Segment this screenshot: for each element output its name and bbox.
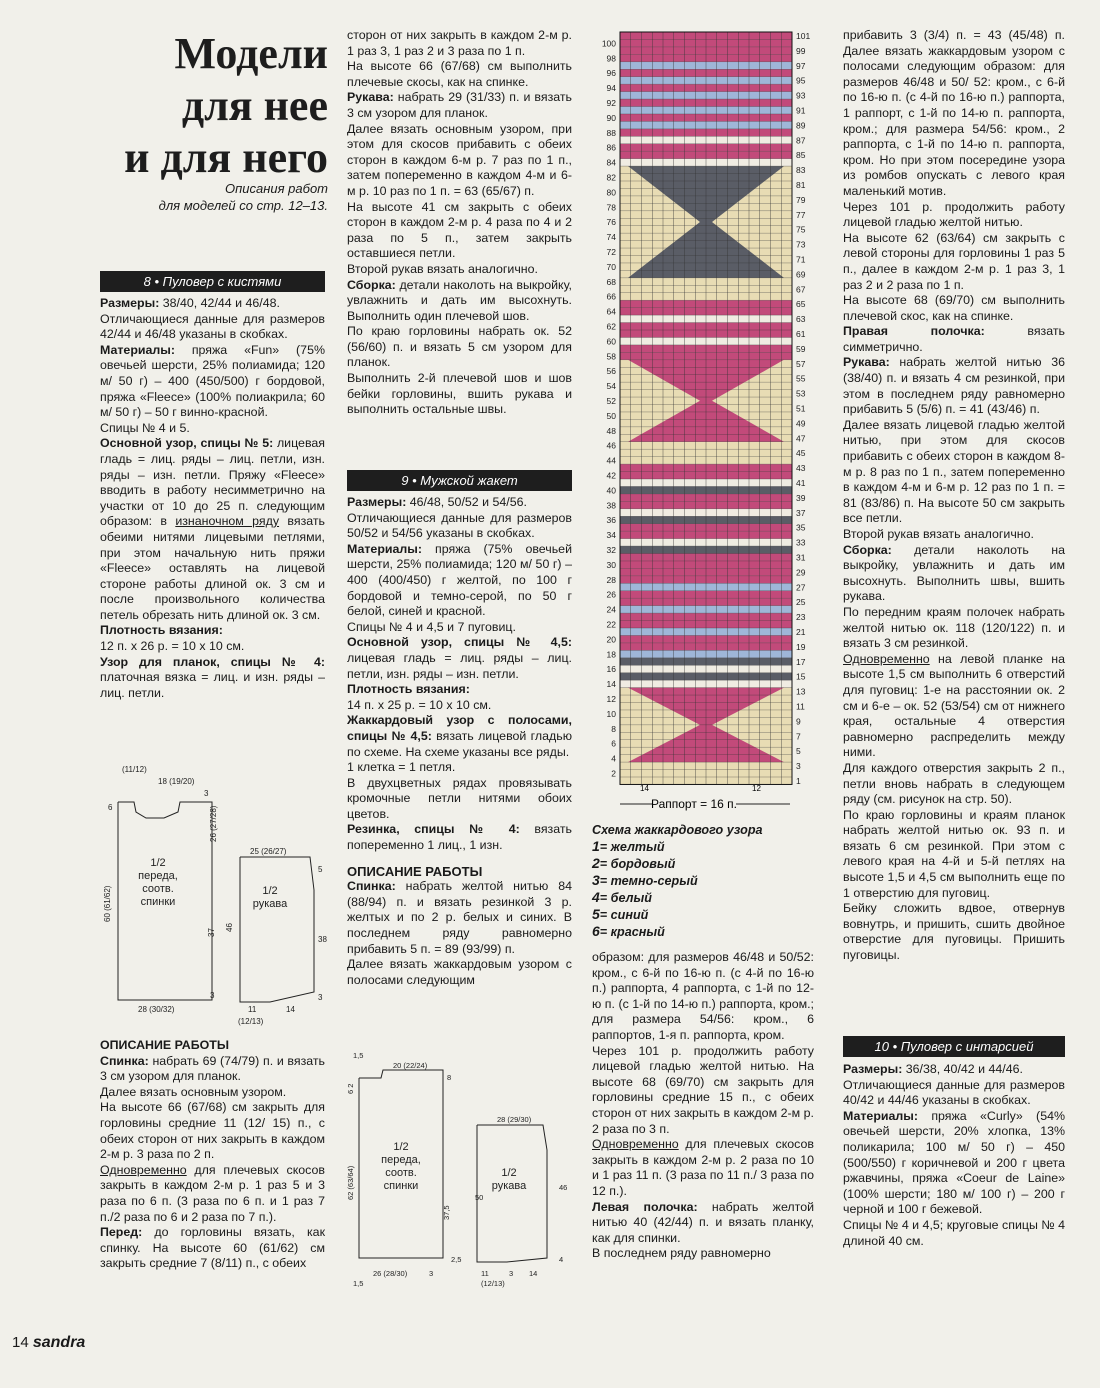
d2-s50: 50: [475, 1193, 484, 1202]
chart-left-row-label: 40: [606, 485, 616, 496]
chart-left-row-label: 60: [606, 336, 616, 347]
chart-left-row-label: 64: [606, 306, 616, 317]
d2-d8: 8: [447, 1073, 452, 1082]
page-number: 14: [12, 1334, 29, 1351]
chart-left-row-label: 92: [606, 98, 616, 108]
chart-right-row-label: 11: [796, 701, 805, 712]
chart-right-row-label: 71: [796, 254, 806, 265]
d1-sleeve-label-2: рукава: [252, 898, 288, 910]
section-9-header: 9 • Мужской жакет: [347, 470, 572, 491]
chart-right-row-label: 97: [796, 60, 806, 71]
chart-left-row-label: 82: [606, 172, 616, 183]
chart-right-row-label: 85: [796, 150, 806, 161]
chart-left-row-label: 88: [606, 127, 616, 138]
chart-right-row-label: 75: [796, 224, 806, 235]
chart-left-row-label: 58: [606, 351, 616, 362]
chart-right-row-label: 45: [796, 448, 806, 459]
section-10-header: 10 • Пуловер с интарсией: [843, 1036, 1065, 1057]
legend-title: Схема жаккардового узора: [592, 823, 763, 837]
chart-right-row-label: 29: [796, 567, 806, 578]
d2-d375: 37,5: [442, 1205, 451, 1220]
chart-legend: [592, 822, 832, 940]
chart-right-row-label: 37: [796, 507, 806, 518]
column-3-text: образом: для размеров 46/48 и 50/52: кром., с 6-й по 16-ю п. (с 4-й по 16-ю п.) раппорта, 4 раппорта, с 1-й по 12-ю п. (с 1-й по 14-ю п.) раппорта, кром.; для размера 54/56: кром., 6 раппортов, 1-я п. раппорта, кром. Через 101 р. продолжить работу лицевой гладью желтой нитью. На высоте 68 (69/70) см закрыть для горловины средние 15 п., с обеих сторон от них закрыть в каждом 2-м р. 2 раза по 3 п. Одновременно для плечевых скосов закрыть в каждом 2-м р. 2 раза по 10 и 1 раз 11 п. (3 раза по 11 п./ 3 раза по 12 п.). Левая полочка: набрать желтой нитью 40 (42/44) п. и вязать планку, как для спинки. В последнем ряду равномерно: [592, 950, 815, 1261]
chart-bottom-12: 12: [752, 784, 761, 793]
d2-d15b: 1,5: [353, 1279, 364, 1288]
chart-right-row-label: 3: [796, 761, 801, 772]
chart-right-row-label: 1: [796, 775, 801, 786]
chart-right-row-label: 51: [796, 403, 806, 414]
chart-left-row-label: 6: [611, 738, 616, 749]
chart-left-row-label: 12: [606, 694, 616, 704]
column-2-text: сторон от них закрыть в каждом 2-м р. 1 раз 3, 1 раз 2 и 3 раза по 1 п. На высоте 66 (67/68) см выполнить плечевые скосы, как на спинке. Рукава: набрать 29 (31/33) п. и вязать 3 см узором для планок. Далее вязать основным узором, при этом для скосов прибавить с обеих сторон в каждом 6-м р. 7 раз по 1 п., затем попеременно в каждом 4-м и 6-м р. 10 раз по 1 п. = 63 (65/67) п. На высоте 41 см закрыть с обеих сторон в каждом 2-м р. 4 раза по 4 и 2 раза по 5 п., затем закрыть оставшиеся петли. Второй рукав вязать аналогично. Сборка: детали наколоть на выкройку, увлажнить и дать им высохнуть. Выполнить один плечевой шов. По краю горловины набрать ок. 52 (56/60) п. и вязать 5 см узором для планок. Выполнить 2-й плечевой шов и шов бейки горловины, вшить рукава и выполнить остальные швы.: [347, 28, 572, 417]
d2-sleeve-label-1: 1/2: [501, 1167, 517, 1179]
d2-s11: 11: [481, 1269, 489, 1278]
chart-left-row-label: 18: [606, 649, 616, 660]
chart-right-row-label: 5: [796, 746, 801, 757]
chart-left-row-label: 66: [606, 291, 616, 302]
chart-right-row-label: 81: [796, 179, 806, 190]
section-8-text: Размеры: 38/40, 42/44 и 46/48. Отличающиеся данные для размеров 42/44 и 46/48 указаны в скобках. Материалы: пряжа «Fun» (75% овечьей шерсти, 25% полиамида; 120 м/ 50 г) – 400 (450/500) г бордовой, пряжа «Fleece» (100% полиакрила; 60 м/ 50 г) – 50 г винно-красной. Спицы № 4 и 5. Основной узор, спицы № 5: лицевая гладь = лиц. ряды – лиц. петли, изн. ряды – изн. петли. Пряжу «Fleece» вводить в работу несимметрично на участки от 10 до 25 п. следующим образом: в изнаночном ряду вязать обеими нитями лицевыми петлями, при этом начальную нить пряжи «Fleece» оставлять на лицевой стороне работы длиной ок. 3 см и после произвольного количества петель обрезать нить длиной ок. 3 см. Плотность вязания: 12 п. х 26 р. = 10 х 10 см. Узор для планок, спицы № 4: платочная вязка = лиц. и изн. ряды – лиц. петли.: [100, 296, 325, 700]
chart-right-row-label: 7: [796, 731, 801, 742]
chart-right-row-label: 19: [796, 641, 806, 652]
jacket-pattern-diagram: [347, 1050, 577, 1290]
jacquard-chart: [590, 28, 825, 818]
d2-sleeve-top: 28 (29/30): [497, 1115, 532, 1124]
d1-d3a: 3: [204, 789, 209, 798]
chart-left-row-label: 68: [606, 276, 616, 287]
section-10-text: Размеры: 36/38, 40/42 и 44/46. Отличающиеся данные для размеров 40/42 и 44/46 указаны в скобках. Материалы: пряжа «Curly» (54% овечьей шерсти, 20% хлопка, 13% поликарила; 100 м/ 50 г) – 450 (500/550) г коричневой и 200 г цвета ржавчины, пряжа «Coeur de Laine» (100% шерсти; 180 м/ 100 г) – 200 г черной и 100 г бежевой. Спицы № 4 и 4,5; круговые спицы № 4 длиной 40 см.: [843, 1062, 1065, 1248]
chart-left-row-label: 86: [606, 142, 616, 153]
d1-d3b: 3: [210, 991, 215, 1000]
chart-left-row-label: 24: [606, 604, 616, 615]
chart-left-row-label: 36: [606, 515, 616, 526]
d1-sleeve-top: 25 (26/27): [250, 847, 287, 856]
chart-right-row-label: 65: [796, 299, 806, 310]
chart-right-row-label: 83: [796, 165, 806, 176]
chart-right-row-label: 23: [796, 612, 806, 623]
chart-left-row-label: 46: [606, 440, 616, 451]
chart-left-row-label: 80: [606, 187, 616, 198]
d1-s11: 11: [248, 1005, 257, 1014]
page-subtitle: [100, 180, 328, 214]
title-line-3: и для него: [124, 133, 328, 182]
d1-label-3: соотв.: [142, 883, 174, 895]
d1-s3: 3: [318, 993, 323, 1002]
d1-bottom: 28 (30/32): [138, 1005, 175, 1014]
section-9-text: Размеры: 46/48, 50/52 и 54/56. Отличающиеся данные для размеров 50/52 и 54/56 указаны в скобках. Материалы: пряжа (75% овечьей шерсти, 25% полиамида; 120 м/ 50 г) – 400 (400/450) г желтой, по 100 г бордовой и темно-серой, по 50 г белой, синей и красной. Спицы № 4 и 4,5 и 7 пуговиц. Основной узор, спицы № 4,5: лицевая гладь = лиц. ряды – лиц. петли, изн. ряды – изн. петли. Плотность вязания: 14 п. х 25 р. = 10 х 10 см. Жаккардовый узор с полосами, спицы № 4,5: вязать лицевой гладью по схеме. На схеме указаны все ряды. 1 клетка = 1 петля. В двухцветных рядах провязывать кромочные петли нитями обоих цветов. Резинка, спицы № 4: вязать попеременно 1 лиц., 1 изн. ОПИСАНИЕ РАБОТЫ Спинка: набрать желтой нитью 84 (88/94) п. и вязать резинкой 3 р. желтых и по 2 р. белых и синих. В последнем ряду равномерно прибавить 5 п. = 89 (93/99) п. Далее вязать жаккардовым узором с полосами следующим: [347, 495, 572, 987]
chart-right-row-label: 69: [796, 269, 806, 280]
d1-label-4: спинки: [140, 896, 176, 908]
d1-sleeve-label-1: 1/2: [262, 885, 278, 897]
page-title: [100, 28, 328, 184]
d1-d37: 37: [207, 928, 216, 937]
d2-d25: 2,5: [451, 1255, 462, 1264]
d2-top: 20 (22/24): [393, 1061, 428, 1070]
pullover-pattern-diagram: [100, 762, 335, 1032]
d2-sleeve-label-2: рукава: [491, 1180, 527, 1192]
chart-left-row-label: 72: [606, 247, 616, 257]
section-8-description: ОПИСАНИЕ РАБОТЫ Спинка: набрать 69 (74/79) п. и вязать 3 см узором для планок. Далее вязать основным узором. На высоте 66 (67/68) см закрыть для горловины средние 11 (12/ 15) п., с обеих сторон от них закрыть в каждом 2-м р. 3 раза по 2 п. Одновременно для плечевых скосов закрыть в каждом 2-м р. 1 раз 5 и 3 раза по 6 п. (3 раза по 6 п. и 1 раз 7 п./2 раза по 6 и 2 раза по 7 п.). Перед: до горловины вязать, как спинку. На высоте 60 (61/62) см закрыть средние 7 (8/11) п., с обеих: [100, 1038, 325, 1271]
chart-right-row-label: 79: [796, 194, 806, 205]
subtitle-line-1: Описания работ: [225, 181, 328, 196]
d2-d6264: 62 (63/64): [346, 1165, 355, 1200]
d2-s3: 3: [509, 1269, 514, 1278]
chart-right-row-label: 95: [796, 75, 806, 86]
chart-bottom-14: 14: [640, 784, 649, 793]
chart-left-row-label: 50: [606, 410, 616, 421]
chart-right-row-label: 63: [796, 314, 806, 325]
legend-item-6: 6= красный: [592, 923, 665, 939]
chart-left-row-label: 96: [606, 68, 616, 79]
chart-right-row-label: 41: [796, 477, 806, 488]
chart-left-row-label: 38: [606, 500, 616, 511]
d2-label-3: соотв.: [385, 1167, 417, 1179]
chart-left-row-label: 62: [606, 321, 616, 332]
d2-d62: 6 2: [346, 1083, 355, 1094]
d1-d6: 6: [108, 803, 113, 812]
d2-bottom: 26 (28/30): [373, 1269, 408, 1278]
chart-left-row-label: 100: [601, 38, 616, 49]
chart-right-row-label: 77: [796, 209, 806, 220]
chart-left-row-label: 22: [606, 619, 616, 630]
page-footer: [12, 1334, 85, 1352]
chart-left-row-label: 56: [606, 366, 616, 377]
chart-right-row-label: 25: [796, 597, 806, 608]
chart-right-row-label: 27: [796, 582, 806, 593]
d2-s1213: (12/13): [481, 1279, 505, 1288]
d1-s14: 14: [286, 1005, 295, 1014]
d1-label-1: 1/2: [150, 857, 166, 869]
d1-neck: 18 (19/20): [158, 777, 195, 786]
legend-item-3: 3= темно-серый: [592, 872, 698, 888]
chart-grid: [620, 32, 792, 784]
chart-right-row-label: 31: [796, 552, 806, 563]
rapport-label: Раппорт = 16 п.: [650, 797, 738, 811]
d2-s46: 46: [559, 1183, 568, 1192]
chart-left-row-label: 84: [606, 157, 616, 168]
chart-right-row-label: 99: [796, 45, 806, 56]
chart-right-row-label: 67: [796, 284, 806, 295]
chart-right-row-label: 93: [796, 90, 806, 101]
chart-left-row-label: 34: [606, 530, 616, 541]
chart-right-row-label: 73: [796, 239, 806, 250]
chart-right-row-label: 57: [796, 358, 806, 369]
d2-d3: 3: [429, 1269, 434, 1278]
chart-right-row-label: 59: [796, 343, 806, 354]
chart-right-row-label: 53: [796, 388, 806, 399]
chart-right-row-label: 89: [796, 120, 806, 131]
chart-left-row-label: 54: [606, 381, 616, 392]
chart-right-row-label: 101: [796, 30, 811, 41]
d1-s38: 38: [318, 935, 327, 944]
legend-item-5: 5= синий: [592, 906, 649, 922]
legend-item-4: 4= белый: [592, 889, 652, 905]
chart-left-row-label: 20: [606, 634, 616, 645]
chart-left-row-label: 94: [606, 83, 616, 94]
chart-right-row-label: 39: [796, 492, 806, 503]
chart-left-row-label: 30: [606, 559, 616, 570]
chart-right-row-label: 33: [796, 537, 806, 548]
d1-s5: 5: [318, 865, 323, 874]
d2-s4: 4: [559, 1255, 564, 1264]
d2-label-4: спинки: [383, 1180, 419, 1192]
chart-left-row-label: 44: [606, 455, 616, 466]
legend-item-1: 1= желтый: [592, 838, 665, 854]
chart-left-row-label: 2: [611, 768, 616, 779]
chart-left-row-label: 26: [606, 589, 616, 600]
d2-s14: 14: [529, 1269, 538, 1278]
d1-label-2: переда,: [138, 870, 178, 882]
d1-d26: 26 (27/28): [209, 805, 218, 842]
chart-left-row-label: 90: [606, 112, 616, 123]
d2-d15a: 1,5: [353, 1051, 364, 1060]
d2-label-1: 1/2: [393, 1141, 409, 1153]
chart-left-row-label: 42: [606, 470, 616, 481]
d2-label-2: переда,: [381, 1154, 421, 1166]
chart-right-row-label: 9: [796, 716, 801, 727]
chart-right-row-label: 55: [796, 373, 806, 384]
chart-right-row-label: 13: [796, 686, 806, 697]
chart-left-row-label: 14: [606, 679, 616, 690]
chart-right-row-label: 43: [796, 463, 806, 474]
chart-left-row-label: 32: [606, 545, 616, 555]
chart-left-row-label: 74: [606, 232, 616, 243]
chart-left-row-label: 78: [606, 202, 616, 213]
d1-d46: 46: [225, 923, 234, 932]
chart-left-row-label: 10: [606, 708, 616, 719]
chart-right-row-label: 87: [796, 135, 806, 146]
chart-left-row-label: 4: [611, 753, 616, 764]
title-line-1: Модели: [174, 29, 328, 78]
chart-left-row-label: 98: [606, 53, 616, 64]
title-line-2: для нее: [181, 81, 328, 130]
chart-left-row-label: 70: [606, 261, 616, 272]
chart-left-row-label: 8: [611, 723, 616, 734]
chart-left-row-label: 28: [606, 574, 616, 585]
chart-left-row-label: 52: [606, 396, 616, 406]
chart-left-row-label: 16: [606, 664, 616, 675]
chart-left-row-label: 48: [606, 425, 616, 436]
subtitle-line-2: для моделей со стр. 12–13.: [158, 198, 328, 213]
chart-right-row-label: 15: [796, 671, 806, 682]
d1-d60: 60 (61/62): [103, 885, 112, 922]
section-8-header: 8 • Пуловер с кистями: [100, 271, 325, 292]
legend-item-2: 2= бордовый: [592, 855, 676, 871]
chart-right-row-label: 21: [796, 626, 806, 637]
chart-left-row-label: 76: [606, 217, 616, 228]
chart-right-row-label: 47: [796, 433, 806, 444]
chart-right-row-label: 35: [796, 522, 806, 533]
d1-top: (11/12): [122, 765, 147, 774]
chart-right-row-label: 49: [796, 418, 806, 429]
brand-name: sandra: [32, 1334, 86, 1351]
chart-right-row-label: 61: [796, 328, 806, 339]
column-4-text: прибавить 3 (3/4) п. = 43 (45/48) п. Далее вязать жаккардовым узором с полосами следующим образом: для размеров 46/48 и 50/ 52: кром., с 6-й по 16-ю п. (с 4-й по 16-ю п.) раппорта, 1 раппорт, с 1-й по 14-ю п. раппорта, кром.; для размера 54/56: кром., 2 раппорта, с 1-й по 14-ю п. раппорта, кром. Но при этом посередине узора из ромбов опускать с левого края маленький мотив. Через 101 р. продолжить работу лицевой гладью желтой нитью. На высоте 62 (63/64) см закрыть с левой стороны для горловины 1 раз 5 п., далее в каждом 2-м р. 1 раз 3, 1 раз 2 и 2 раза по 1 п. На высоте 68 (69/70) см выполнить плечевой скос, как на спинке. Правая полочка: вязать симметрично. Рукава: набрать желтой нитью 36 (38/40) п. и вязать 4 см резинкой, при этом в последнем ряду равномерно прибавить 5 (5/6) п. = 41 (43/46) п. Далее вязать лицевой гладью желтой нитью, при этом для скосов прибавить с обеих сторон в каждом 8-м р. 8 раз по 1 п., затем попеременно в каждом 4-м и 6-м р. 12 раз по 1 п. = 81 (83/86) п. На высоте 50 см закрыть все петли. Второй рукав вязать аналогично. Сборка: детали наколоть на выкройку, увлажнить и дать им высохнуть. Выполнить швы, вшить рукава. По передним краям полочек набрать желтой нитью ок. 118 (120/122) п. и вязать 3 см резинкой. Одновременно на левой планке на высоте 1,5 см выполнить 6 отверстий для пуговиц: 1-е на расстоянии ок. 2 см и 6-е – ок. 52 (53/54) см от нижнего края, остальные 4 отверстия равномерно распределить между ними. Для каждого отверстия закрыть 2 п., петли вновь набрать в следующем ряду (см. рисунок на стр. 50). По краю горловины и краям планок набрать желтой нитью ок. 93 п. и вязать 6 см резинкой. При этом с левого края на 4-й и 5-й петлях на высоте 1,5 и 4,5 см выполнить еще по 1 отверстию для пуговиц. Бейку сложить вдвое, отвернув вовнутрь, и пришить, сшить двойное отверстие для пуговицы. Пришить пуговицы.: [843, 28, 1065, 963]
chart-right-row-label: 91: [796, 105, 806, 116]
d1-s1213: (12/13): [238, 1017, 264, 1026]
chart-right-row-label: 17: [796, 656, 806, 667]
